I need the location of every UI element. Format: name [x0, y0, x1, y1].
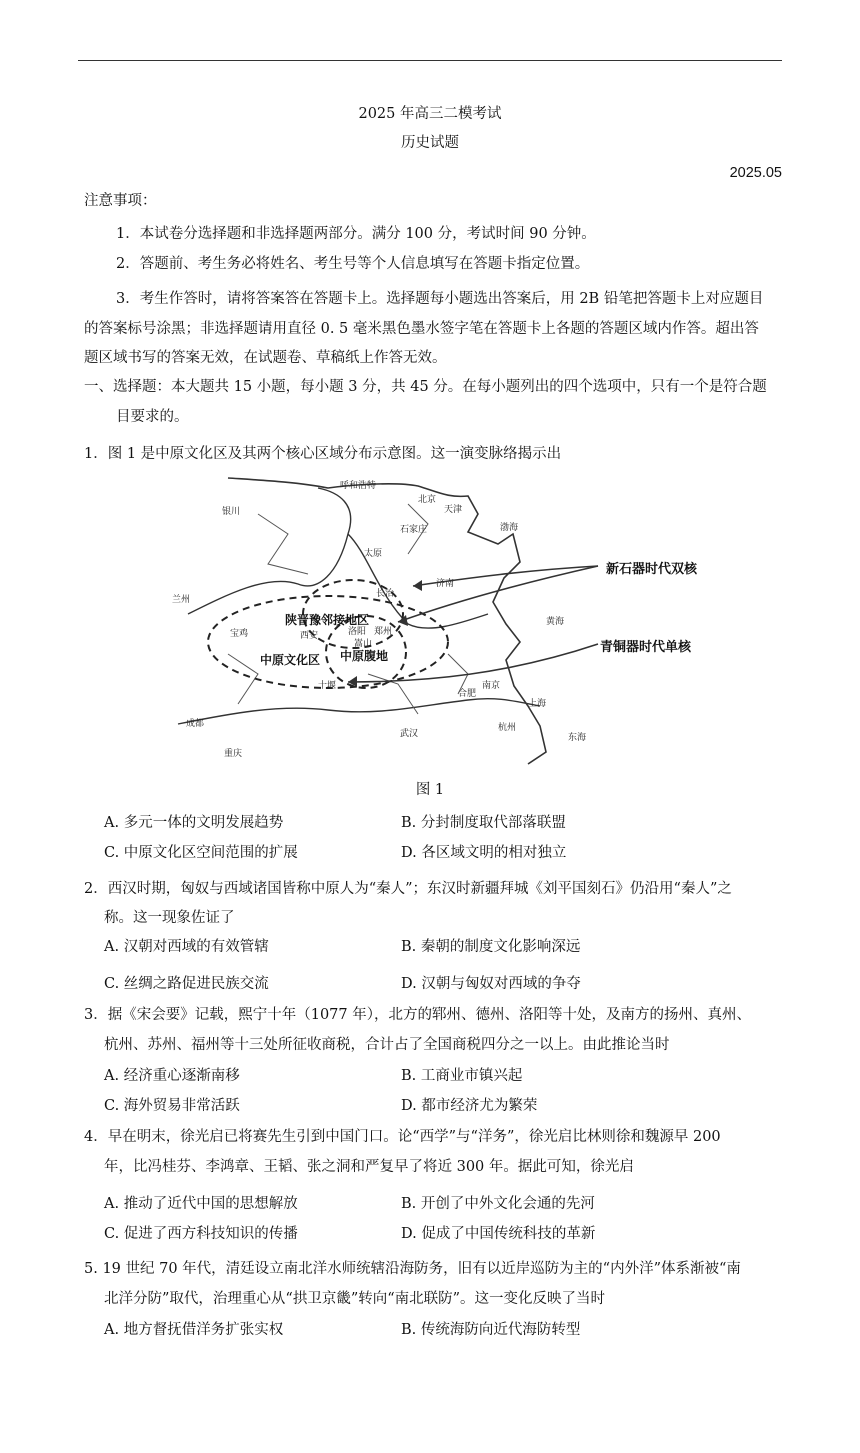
q4-option-c[interactable]: C. 促进了西方科技知识的传播	[104, 1226, 298, 1242]
section-heading-line-1: 一、选择题：本大题共 15 小题，每小题 3 分，共 45 分。在每小题列出的四个选项中，只有一个是符合题	[84, 379, 767, 395]
q3-option-d[interactable]: D. 都市经济尤为繁荣	[401, 1098, 538, 1114]
question-4-stem-line-1: 4．早在明末，徐光启已将赛先生引到中国门口。论“西学”与“洋务”，徐光启比林则徐和魏源早 200	[84, 1129, 721, 1145]
label-city: 呼和浩特	[340, 481, 377, 491]
q1-option-a[interactable]: A. 多元一体的文明发展趋势	[104, 815, 284, 831]
notice-heading: 注意事项：	[84, 193, 157, 209]
section-heading-line-2: 目要求的。	[116, 409, 189, 425]
question-5-stem-line-1: 5. 19 世纪 70 年代，清廷设立南北洋水师统辖沿海防务，旧有以近岸巡防为主的“内外洋”体系渐被“南	[84, 1261, 741, 1277]
question-2-stem-line-1: 2．西汉时期，匈奴与西域诸国皆称中原人为“秦人”；东汉时新疆拜城《刘平国刻石》仍沿用“秦人”之	[84, 881, 732, 897]
question-5-stem-line-2: 北洋分防”取代，治理重心从“拱卫京畿”转向“南北联防”。这一变化反映了当时	[104, 1291, 606, 1307]
label-city: 南京	[482, 681, 501, 691]
label-city: 重庆	[224, 749, 243, 759]
q2-option-d[interactable]: D. 汉朝与匈奴对西域的争夺	[401, 976, 581, 992]
q2-option-c[interactable]: C. 丝绸之路促进民族交流	[104, 976, 269, 992]
q1-option-d[interactable]: D. 各区域文明的相对独立	[401, 845, 567, 861]
exam-subtitle: 历史试题	[401, 135, 459, 151]
label-city: 太原	[364, 549, 383, 559]
header-rule	[78, 60, 782, 61]
q3-option-c[interactable]: C. 海外贸易非常活跃	[104, 1098, 240, 1114]
label-shanjin: 陕晋豫邻接地区	[285, 613, 370, 627]
notice-item-3-line-3: 题区域书写的答案无效，在试题卷、草稿纸上作答无效。	[84, 350, 447, 366]
label-city: 宝鸡	[230, 629, 249, 639]
arrowhead-a	[413, 580, 422, 591]
q3-option-a[interactable]: A. 经济重心逐渐南移	[104, 1068, 240, 1084]
question-2-stem-line-2: 称。这一现象佐证了	[104, 910, 235, 926]
q4-option-b[interactable]: B. 开创了中外文化会通的先河	[401, 1196, 595, 1212]
label-central-culture: 中原文化区	[260, 653, 321, 667]
callout-bronze: 青铜器时代单核	[600, 640, 692, 655]
label-city: 洛阳	[348, 627, 367, 637]
label-city: 天津	[444, 505, 463, 515]
label-city: 杭州	[498, 723, 517, 733]
label-city: 兰州	[172, 595, 191, 605]
notice-item-2: 2．答题前、考生务必将姓名、考生号等个人信息填写在答题卡指定位置。	[116, 256, 590, 272]
q2-option-b[interactable]: B. 秦朝的制度文化影响深远	[401, 939, 581, 955]
label-city: 成都	[186, 719, 205, 729]
label-city: 石家庄	[400, 525, 428, 535]
exam-date: 2025.05	[729, 165, 782, 181]
q4-option-d[interactable]: D. 促成了中国传统科技的革新	[401, 1226, 596, 1242]
notice-item-3-line-2: 的答案标号涂黑；非选择题请用直径 0. 5 毫米黑色墨水签字笔在答题卡上各题的答题区域内作答。超出答	[84, 321, 759, 337]
question-3-stem-line-2: 杭州、苏州、福州等十三处所征收商税，合计占了全国商税四分之一以上。由此推论当时	[104, 1037, 670, 1053]
label-sea: 渤海	[500, 523, 519, 533]
yangtze-river	[178, 699, 540, 724]
q4-option-a[interactable]: A. 推动了近代中国的思想解放	[104, 1196, 298, 1212]
question-3-stem-line-1: 3．据《宋会要》记载，熙宁十年（1077 年），北方的郓州、德州、洛阳等十处，及南方的扬州、真州、	[84, 1007, 751, 1023]
q1-option-c[interactable]: C. 中原文化区空间范围的扩展	[104, 845, 298, 861]
figure-1-caption: 图 1	[415, 782, 445, 798]
label-city: 北京	[418, 495, 437, 505]
label-city: 济南	[436, 579, 455, 589]
label-city: 十堰	[318, 681, 337, 691]
central-culture-region	[208, 596, 448, 688]
q1-option-b[interactable]: B. 分封制度取代部落联盟	[401, 815, 566, 831]
label-city: 郑州	[374, 627, 393, 637]
label-city: 银川	[222, 507, 241, 517]
question-4-stem-line-2: 年，比冯桂芬、李鸿章、王韬、张之洞和严复早了将近 300 年。据此可知，徐光启	[104, 1159, 634, 1175]
q5-option-b[interactable]: B. 传统海防向近代海防转型	[401, 1322, 581, 1338]
label-city: 嵩山	[354, 639, 373, 649]
coastline	[228, 478, 546, 764]
label-sea: 黄海	[546, 617, 565, 627]
figure-1-map	[168, 474, 708, 766]
exam-title: 2025 年高三二模考试	[358, 106, 502, 122]
map-svg	[168, 474, 708, 766]
label-city: 长治	[376, 589, 395, 599]
notice-item-1: 1．本试卷分选择题和非选择题两部分。满分 100 分，考试时间 90 分钟。	[116, 226, 596, 242]
q3-option-b[interactable]: B. 工商业市镇兴起	[401, 1068, 523, 1084]
label-city: 武汉	[400, 729, 419, 739]
label-city: 西安	[300, 631, 319, 641]
callout-neolithic: 新石器时代双核	[606, 562, 698, 577]
question-1-stem: 1．图 1 是中原文化区及其两个核心区域分布示意图。这一演变脉络揭示出	[84, 446, 562, 462]
label-city: 合肥	[458, 689, 477, 699]
label-central-heartland: 中原腹地	[340, 649, 389, 663]
q2-option-a[interactable]: A. 汉朝对西域的有效管辖	[104, 939, 269, 955]
q5-option-a[interactable]: A. 地方督抚借洋务扩张实权	[104, 1322, 284, 1338]
label-city: 上海	[528, 699, 547, 709]
label-sea: 东海	[568, 733, 587, 743]
notice-item-3-line-1: 3．考生作答时，请将答案答在答题卡上。选择题每小题选出答案后，用 2B 铅笔把答题卡上对应题目	[116, 291, 764, 307]
